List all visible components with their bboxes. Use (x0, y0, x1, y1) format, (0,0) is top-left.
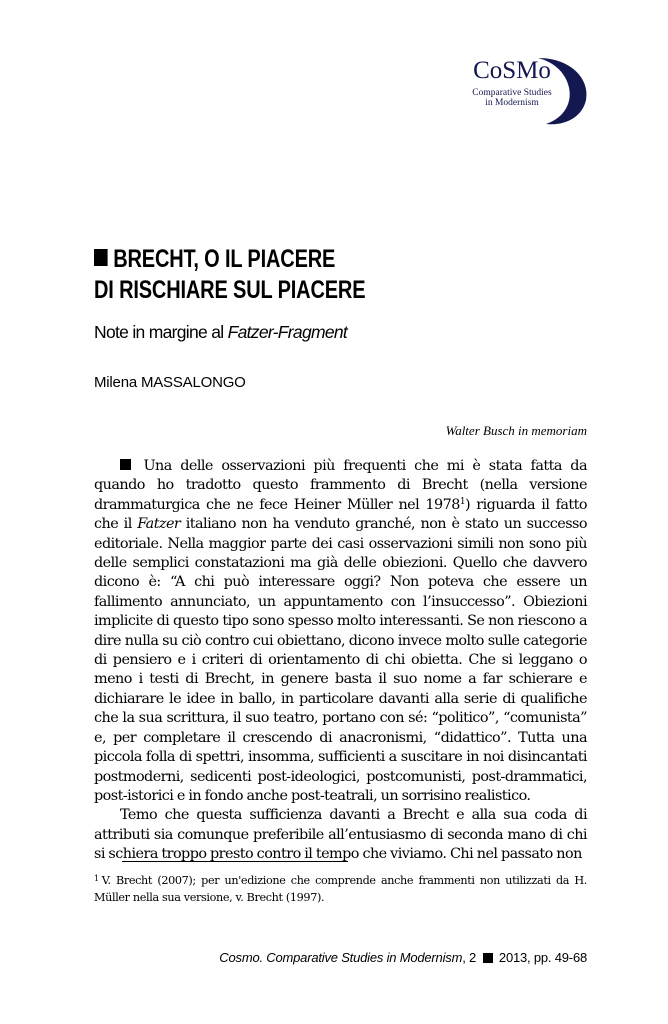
square-bullet-icon (483, 953, 493, 963)
paragraph-1-text-a: Una delle osservazioni più frequenti che mi è stata fatta da quando ho tradotto questo frammento di Brecht (nella versione drammaturgica che ne fece Heiner Müller nel 1978 (94, 458, 587, 513)
footnote-number: 1 (94, 874, 99, 883)
footer-details: 2013, pp. 49-68 (498, 950, 587, 965)
paragraph-1-italic: Fatzer (137, 516, 181, 533)
subtitle-italic: Fatzer-Fragment (227, 322, 348, 342)
article-title (94, 244, 494, 306)
logo-subtitle (460, 88, 564, 108)
footnote-separator (122, 861, 348, 862)
square-bullet-icon (120, 459, 131, 470)
footnote-reference[interactable]: 1 (459, 496, 465, 507)
article-body (94, 457, 587, 865)
footer-journal: Cosmo. Comparative Studies in Modernism (219, 950, 463, 965)
author-name: Milena MASSALONGO (94, 374, 246, 391)
article-subtitle (94, 322, 347, 343)
logo-subtitle-line1: Comparative Studies (472, 88, 552, 98)
subtitle-prefix: Note in margine al (94, 322, 228, 342)
journal-logo (460, 52, 590, 124)
logo-subtitle-line2: in Modernism (485, 98, 539, 108)
page-footer (219, 950, 587, 965)
logo-title: CoSMo (473, 57, 551, 84)
paragraph-1-text-b: ) riguarda il fatto che il (94, 496, 587, 533)
title-line-2: DI RISCHIARE SUL PIACERE (94, 276, 366, 304)
paragraph-1 (94, 457, 587, 806)
footnote (94, 872, 587, 906)
paragraph-1-text-c: italiano non ha venduto granché, non è stato un successo editoriale. Nella maggior parte dei casi osservazioni simili non sono più delle semplici constatazioni ma già delle obiezioni. Quello che davvero dicono è: “A chi può interessare oggi? Non poteva che essere un fallimento annunciato, un appuntamento con l’insuccesso”. Obiezioni implicite di questo tipo sono spesso molto interessanti. Se non riescono a dire nulla su ciò contro cui obiettano, dicono invece molto sulle categorie di pensiero e i criteri di orientamento di chi obietta. Che si leggano o meno i testi di Brecht, in genere basta il suo nome a far schierare e dichiarare le idee in ballo, in particolare davanti alla serie di qualifiche che la sua scrittura, il suo teatro, portano con sé: “politico”, “comunista” e, per completare il crescendo di anacronismi, “didattico”. Tutta una piccola folla di spettri, insomma, sufficienti a suscitare in noi disincantati postmoderni, sedicenti post-ideologici, postcomunisti, post-drammatici, post-istorici e in fondo anche post-teatrali, un sorrisino realistico. (94, 516, 587, 804)
square-bullet-icon (94, 249, 108, 266)
footer-issue: , 2 (462, 950, 477, 965)
title-line-1 (94, 244, 494, 275)
footnote-text: V. Brecht (2007); per un'edizione che comprende anche frammenti non utilizzati da H. Müller nella sua versione, v. Brecht (1997). (94, 874, 587, 904)
dedication: Walter Busch in memoriam (445, 423, 587, 438)
paragraph-2: Temo che questa sufficienza davanti a Brecht e alla sua coda di attributi sia comunque preferibile all’entusiasmo di seconda mano di chi si schiera troppo presto contro il tempo che viviamo. Chi nel passato non (94, 807, 587, 863)
title-line-1-text: BRECHT, O IL PIACERE (113, 245, 336, 273)
